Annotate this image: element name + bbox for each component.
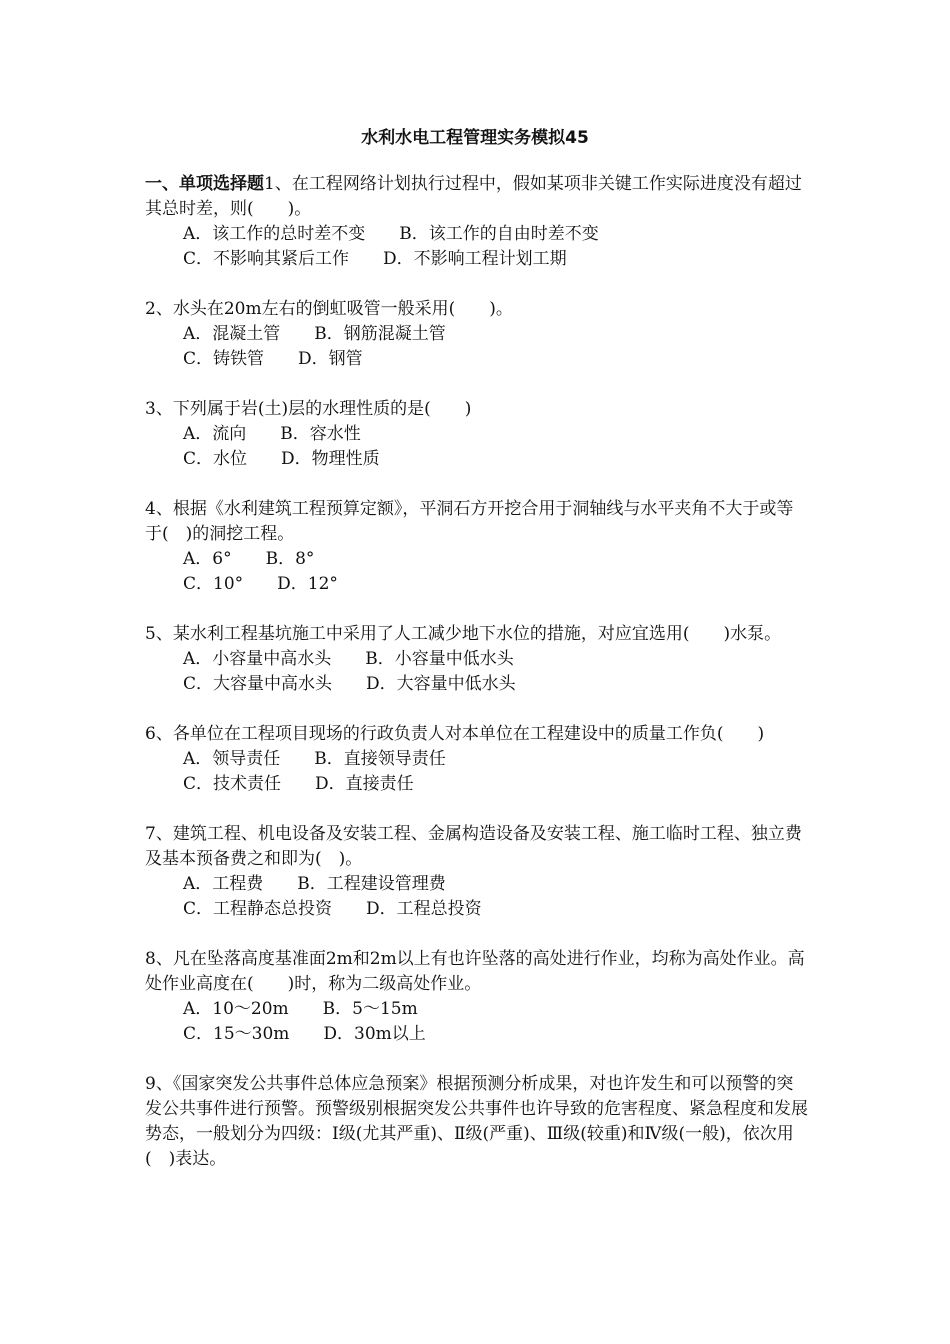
option-row: A．工程费 B．工程建设管理费: [183, 874, 446, 894]
question-stem: 6、各单位在工程项目现场的行政负责人对本单位在工程建设中的质量工作负( ): [145, 724, 765, 744]
option-row: A．流向 B．容水性: [183, 424, 361, 444]
question-2: [145, 297, 810, 372]
option-row: A．6° B．8°: [183, 549, 315, 569]
question-stem: 4、根据《水利建筑工程预算定额》，平洞石方开挖合用于洞轴线与水平夹角不大于或等于( )的洞挖工程。: [145, 499, 794, 544]
question-stem: 8、凡在坠落高度基准面2m和2m以上有也许坠落的高处进行作业，均称为高处作业。高处作业高度在( )时，称为二级高处作业。: [145, 949, 805, 994]
question-9: [145, 1072, 810, 1172]
question-stem: 5、某水利工程基坑施工中采用了人工减少地下水位的措施，对应宜选用( )水泵。: [145, 624, 782, 644]
question-5: [145, 622, 810, 697]
question-list: [145, 172, 810, 1197]
question-3: [145, 397, 810, 472]
document-title: 水利水电工程管理实务模拟45: [361, 128, 589, 148]
question-stem: 9、《国家突发公共事件总体应急预案》根据预测分析成果，对也许发生和可以预警的突发公共事件进行预警。预警级别根据突发公共事件也许导致的危害程度、紧急程度和发展势态，一般划分为四级：Ⅰ级(尤其严重)、Ⅱ级(严重)、Ⅲ级(较重)和Ⅳ级(一般)，依次用( )表达。: [145, 1074, 808, 1169]
question-7: [145, 822, 810, 922]
question-4: [145, 497, 810, 597]
question-stem: 3、下列属于岩(土)层的水理性质的是( ): [145, 399, 472, 419]
option-row: A．混凝土管 B．钢筋混凝土管: [183, 324, 446, 344]
question-6: [145, 722, 810, 797]
option-row: C．技术责任 D．直接责任: [183, 774, 414, 794]
question-stem: 2、水头在20m左右的倒虹吸管一般采用( )。: [145, 299, 513, 319]
option-row: C．不影响其紧后工作 D．不影响工程计划工期: [183, 249, 567, 269]
question-stem: 7、建筑工程、机电设备及安装工程、金属构造设备及安装工程、施工临时工程、独立费及基本预备费之和即为( )。: [145, 824, 802, 869]
option-row: C．工程静态总投资 D．工程总投资: [183, 899, 482, 919]
question-stem: [145, 172, 810, 222]
question-1: [145, 172, 810, 272]
question-text: 1、在工程网络计划执行过程中，假如某项非关键工作实际进度没有超过其总时差，则( )。: [145, 174, 802, 219]
option-row: C．水位 D．物理性质: [183, 449, 380, 469]
option-row: C．大容量中高水头 D．大容量中低水头: [183, 674, 516, 694]
section-heading: 一、单项选择题: [145, 174, 264, 194]
option-row: C．15～30m D．30m以上: [183, 1024, 426, 1044]
option-row: A．领导责任 B．直接领导责任: [183, 749, 446, 769]
option-row: C．10° D．12°: [183, 574, 338, 594]
option-row: A．10～20m B．5～15m: [183, 999, 418, 1019]
option-row: A．小容量中高水头 B．小容量中低水头: [183, 649, 514, 669]
option-row: C．铸铁管 D．钢管: [183, 349, 363, 369]
option-row: A．该工作的总时差不变 B．该工作的自由时差不变: [183, 224, 599, 244]
question-8: [145, 947, 810, 1047]
